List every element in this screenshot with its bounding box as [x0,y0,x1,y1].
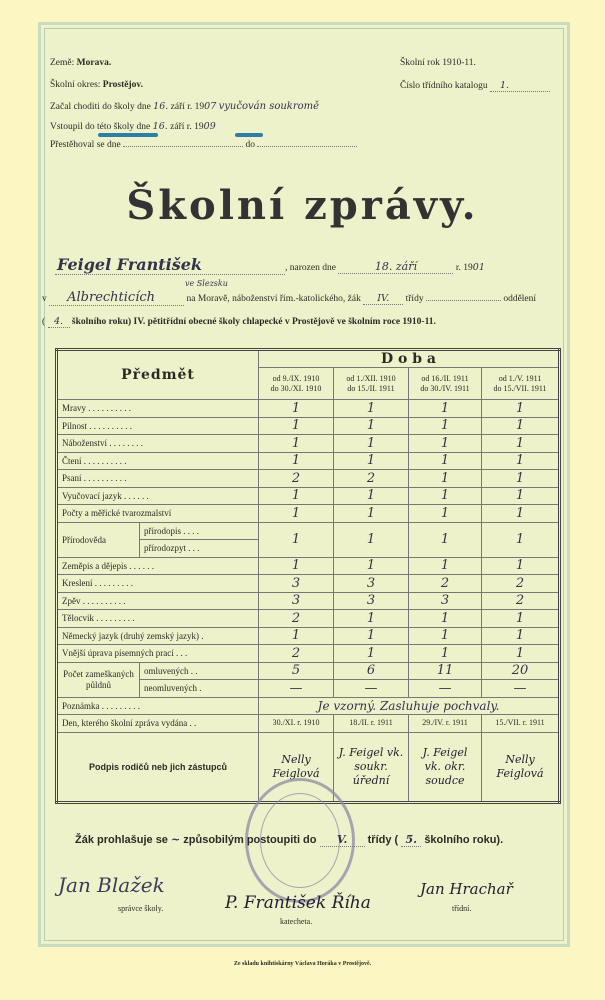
grade-cell: 1 [482,400,560,418]
absence-cell: 6 [334,662,409,680]
zacal-note: vyučován soukromě [218,101,320,112]
grade-cell: 1 [409,557,482,575]
grade-cell: 2 [259,610,334,628]
blue-pencil-mark [98,133,158,137]
student-line-3 [42,316,436,328]
grade-cell: 3 [259,575,334,593]
subject-name: Počty a měřické tvarozmalství [57,505,259,523]
table-row [57,715,560,733]
table-row [57,645,560,663]
promotion-statement [75,833,503,847]
table-row [57,487,560,505]
subject-name: Zeměpis a dějepis . . . . . . [57,557,259,575]
table-row [57,470,560,488]
grade-cell: 1 [334,435,409,453]
katalog-label: Číslo třídního katalogu [400,81,488,91]
absence-sub-name: neomluvených . [140,680,259,698]
grade-cell: 1 [259,417,334,435]
grade-cell: 1 [334,557,409,575]
paren: ( [42,317,46,327]
religion-text: na Moravě, náboženství řím.-katolického, žák [186,294,361,304]
grade-cell: 1 [409,452,482,470]
zacal-mid: září r. 19 [170,102,205,112]
grade-cell: 2 [482,575,560,593]
grade-cell: 2 [259,470,334,488]
subject-name: Čtení . . . . . . . . . . [57,452,259,470]
grade-cell: 1 [334,487,409,505]
subject-name: Přírodověda [57,522,140,557]
grade-cell: 1 [409,487,482,505]
school-year: Školní rok 1910-11. [400,58,476,68]
katalog-line [400,80,550,92]
grade-cell: 1 [334,400,409,418]
poznamka-value: Je vzorný. Zasluhuje pochvaly. [259,697,560,715]
grade-cell: 1 [259,557,334,575]
table-row [57,435,560,453]
prest-label: Přestěhoval se dne [50,140,121,150]
grade-cell: 1 [409,627,482,645]
issue-date: 18./II. r. 1911 [334,715,409,733]
grade-cell: 1 [409,417,482,435]
school-text: školního roku) IV. pětitřídní obecné školy chlapecké v Prostějově ve školním roce 1910-11. [71,317,436,327]
table-row [57,400,560,418]
grade-cell: 1 [482,610,560,628]
table-row [57,662,560,680]
zeme-line [50,58,111,68]
tridni-label: třídní. [452,904,472,913]
table-row [57,575,560,593]
grade-cell: 1 [482,522,560,557]
birth-date: 18. září [338,260,453,274]
zeme-value: Morava. [76,58,112,68]
absence-cell: 20 [482,662,560,680]
grade-cell: 2 [259,645,334,663]
grade-cell: 1 [482,435,560,453]
parent-signature: Nelly Feiglová [482,732,560,802]
vstoupil-year: 09 [203,121,216,132]
grade-cell: 1 [259,627,334,645]
issue-date: 29./IV. r. 1911 [409,715,482,733]
grade-cell: 1 [482,470,560,488]
zak-dash: ~ [171,833,181,846]
subject-name: Vyučovací jazyk . . . . . . [57,487,259,505]
vstoupil-day: 16. [152,121,168,132]
absence-cell: 11 [409,662,482,680]
issue-date: 15./VII. r. 1911 [482,715,560,733]
grade-cell: 1 [334,417,409,435]
grade-cell: 1 [334,610,409,628]
okres-line [50,80,143,90]
tridni-signature: Jan Hrachař [420,880,513,898]
poznamka-label: Poznámka . . . . . . . . . [57,697,259,715]
grade-cell: 1 [259,522,334,557]
v-label: v [42,294,47,304]
grade-cell: 3 [334,575,409,593]
printer-imprint: Ze skladu knihtiskárny Václava Horáka v Prostějově. [233,961,372,967]
zacal-line [50,101,319,112]
subject-name: Zpěv . . . . . . . . . . [57,592,259,610]
table-row [57,610,560,628]
subject-name: Mravy . . . . . . . . . . [57,400,259,418]
absence-cell: — [334,680,409,698]
period-header: od 9./IX. 1910 do 30./XI. 1910 [259,368,334,400]
subject-name: Německý jazyk (druhý zemský jazyk) . [57,627,259,645]
okres-value: Prostějov. [102,80,143,90]
absence-cell: 5 [259,662,334,680]
tridy-label: třídy ( [367,834,399,846]
grade-cell: 1 [259,452,334,470]
birthplace-note: ve Slezsku [185,279,228,288]
absence-sub-name: omluvených . . [140,662,259,680]
grade-cell: 1 [259,435,334,453]
birthplace: Albrechticích [49,290,184,306]
grade-cell: 1 [482,487,560,505]
table-row [57,522,560,540]
grade-cell: 1 [259,487,334,505]
grade-cell: 1 [482,557,560,575]
grade-cell: 2 [334,470,409,488]
spravce-signature: Jan Blažek [58,873,165,897]
grade-cell: 3 [259,592,334,610]
table-row [57,417,560,435]
grade-cell: 1 [334,452,409,470]
blue-pencil-mark [235,133,263,137]
vstoupil-label: Vstoupil do této školy dne [50,122,151,132]
grade-cell: 3 [409,592,482,610]
absence-cell: — [259,680,334,698]
subject-sub-name: přírodozpyt . . . [140,540,259,558]
absence-cell: — [482,680,560,698]
grades-table [55,348,561,804]
subject-name: Psaní . . . . . . . . . . [57,470,259,488]
narozen-label: , narozen dne [285,263,336,273]
table-row [57,557,560,575]
prest-do: do [245,140,255,150]
zacal-year: 07 [204,101,217,112]
grade-cell: 1 [409,645,482,663]
zak-mid: způsobilým postoupiti do [183,834,317,846]
grade-cell: 1 [334,627,409,645]
subject-sub-name: přírodopis . . . . [140,522,259,540]
absence-label: Počet zameškaných půldnů [57,662,140,697]
school-year-number: 4. [48,316,70,328]
class-number: IV. [363,293,403,305]
zacal-label: Začal choditi do školy dne [50,102,151,112]
zak-end: školního roku). [424,834,504,846]
oddeleni-label: oddělení [503,294,537,304]
grade-cell: 1 [334,505,409,523]
next-class: V. [320,833,365,847]
issue-date: 30./XI. r. 1910 [259,715,334,733]
table-row [57,452,560,470]
period-header: od 16./II. 1911 do 30./IV. 1911 [409,368,482,400]
vstoupil-mid: září r. 19 [170,122,204,132]
grade-cell: 1 [409,400,482,418]
subject-name: Vnější úprava písemných prací . . . [57,645,259,663]
katecheta-signature: P. František Říha [225,893,371,913]
grade-cell: 1 [259,400,334,418]
grade-cell: 1 [259,505,334,523]
subject-name: Náboženství . . . . . . . . [57,435,259,453]
katalog-value: 1. [490,80,550,92]
grade-cell: 1 [482,417,560,435]
table-row [57,592,560,610]
grade-cell: 2 [482,592,560,610]
grade-cell: 1 [482,505,560,523]
tridy-label: třídy [405,294,424,304]
subject-name: Tělocvik . . . . . . . . . [57,610,259,628]
vstoupil-line [50,121,216,132]
zak-label: Žák prohlašuje se [75,834,168,846]
grade-cell: 1 [334,645,409,663]
grade-cell: 1 [409,435,482,453]
document-title: Školní zprávy. [126,182,479,229]
period-header: od 1./V. 1911 do 15./VII. 1911 [482,368,560,400]
period-header: od 1./XII. 1910 do 15./II. 1911 [334,368,409,400]
student-line-2 [42,290,536,306]
doba-header: D o b a [259,350,560,368]
parent-signature: J. Feigel vk. soukr. úřední [334,732,409,802]
grade-cell: 3 [334,592,409,610]
birth-year-label: r. 19 [455,263,473,273]
grade-cell: 1 [409,610,482,628]
grade-cell: 1 [482,452,560,470]
issue-date-label: Den, kterého školní zpráva vydána . . [57,715,259,733]
grade-cell: 1 [482,645,560,663]
student-name: Feigel František [55,255,285,275]
absence-cell: — [409,680,482,698]
parent-signature: J. Feigel vk. okr. soudce [409,732,482,802]
next-year: 5. [401,833,421,847]
prest-line [50,140,357,150]
subject-name: Pilnost . . . . . . . . . . [57,417,259,435]
subject-header: Předmět [57,350,259,400]
parent-signature: Nelly Feiglová [259,732,334,802]
zacal-day: 16. [153,101,169,112]
grade-cell: 1 [409,505,482,523]
signature-label: Podpis rodičů neb jich zástupců [57,732,259,802]
katecheta-label: katecheta. [280,917,313,926]
subject-name: Kreslení . . . . . . . . . [57,575,259,593]
grade-cell: 1 [482,627,560,645]
table-row [57,627,560,645]
grade-cell: 2 [409,575,482,593]
grade-cell: 1 [409,522,482,557]
okres-label: Školní okres: [50,80,101,90]
zeme-label: Země: [50,58,75,68]
birth-year: 01 [472,262,485,273]
table-row [57,505,560,523]
grade-cell: 1 [409,470,482,488]
student-line-1 [55,255,485,275]
table-row [57,697,560,715]
grade-cell: 1 [334,522,409,557]
spravce-label: správce školy. [118,904,164,913]
